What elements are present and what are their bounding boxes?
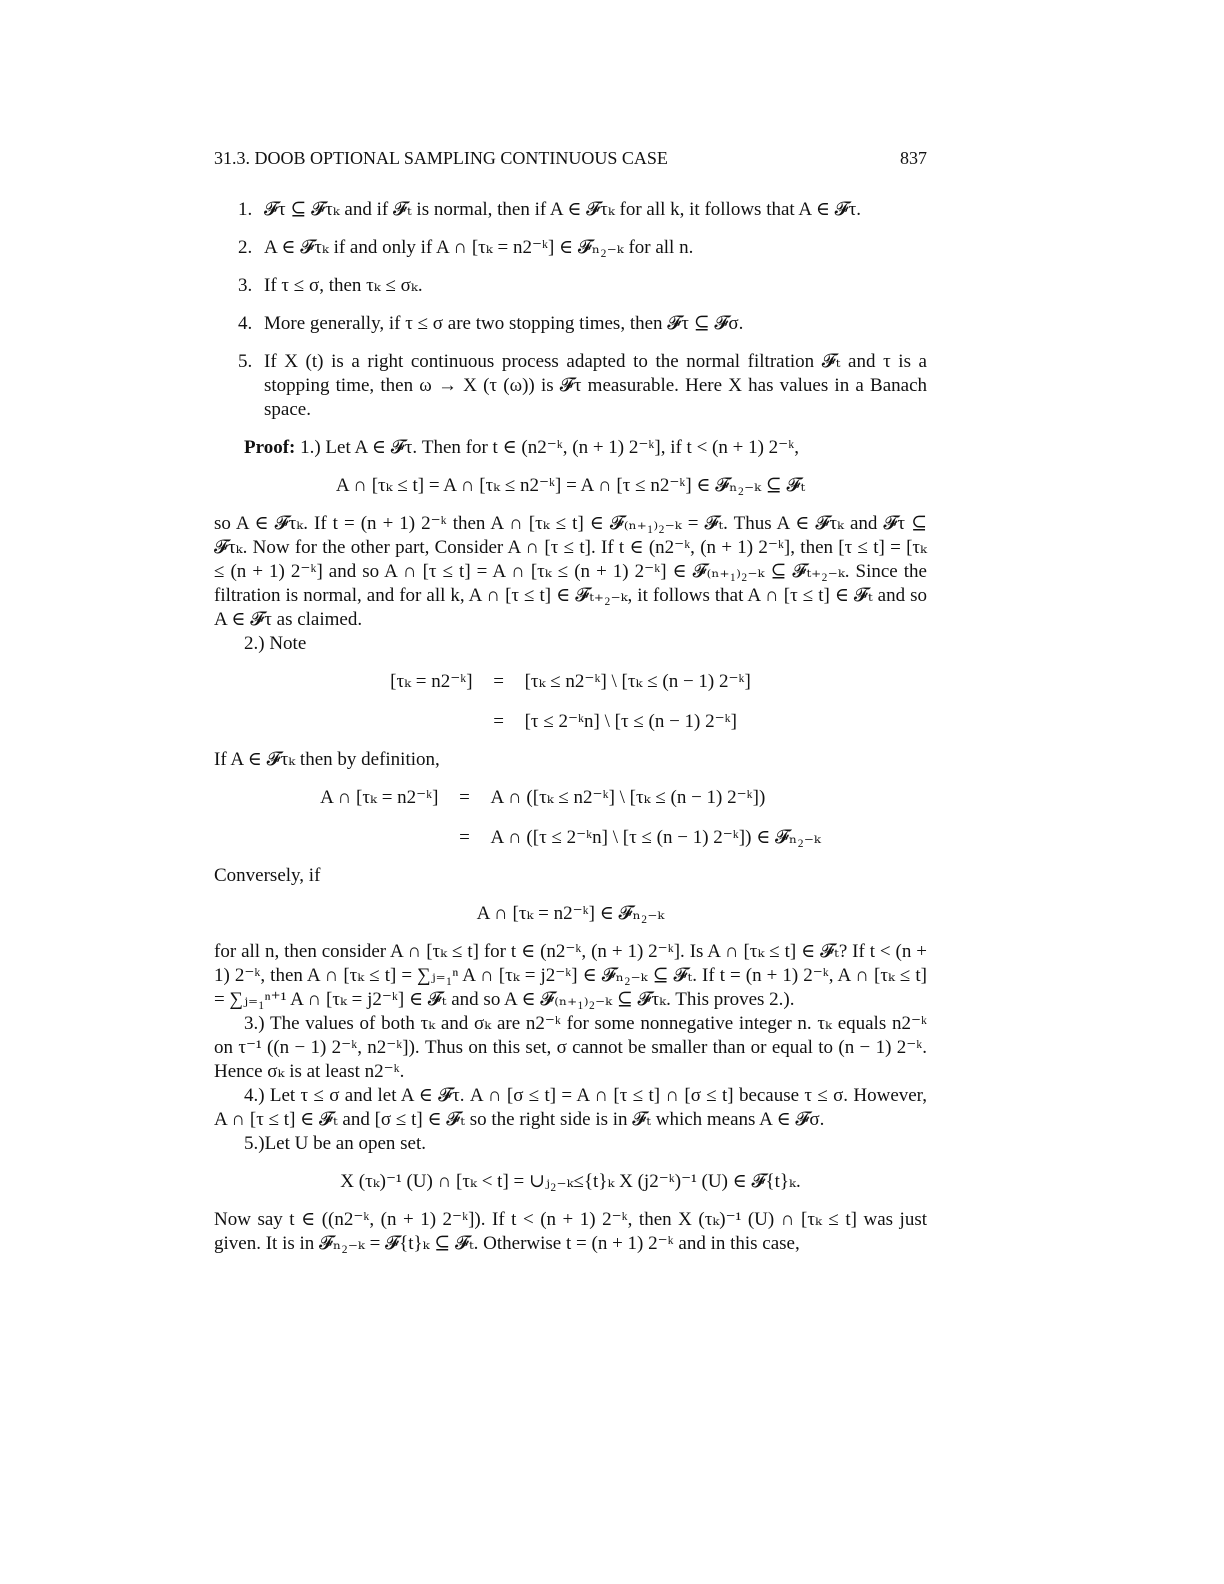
- proof-paragraph-2: so A ∈ 𝓕τₖ. If t = (n + 1) 2⁻ᵏ then A ∩ [τₖ ≤ t] ∈ 𝓕₍ₙ₊₁₎₂₋ₖ = 𝓕ₜ. Thus A ∈ 𝓕τₖ and 𝓕τ ⊆ 𝓕τₖ. Now for the other part, Consider A ∩ [τ ≤ t]. If t ∈ (n2⁻ᵏ, (n + 1) 2⁻ᵏ], then [τ ≤ t] = [τₖ ≤ (n + 1) 2⁻ᵏ] and so A ∩ [τ ≤ t] = A ∩ [τₖ ≤ (n + 1) 2⁻ᵏ] ∈ 𝓕₍ₙ₊₁₎₂₋ₖ ⊆ 𝓕ₜ₊₂₋ₖ. Since the filtration is normal, and for all k, A ∩ [τ ≤ t] ∈ 𝓕ₜ₊₂₋ₖ, it follows that A ∩ [τ ≤ t] ∈ 𝓕ₜ and so A ∈ 𝓕τ as claimed.: [214, 513, 927, 630]
- equation-rhs: [τ ≤ 2⁻ᵏn] \ [τ ≤ (n − 1) 2⁻ᵏ]: [524, 711, 737, 732]
- proof-paragraph-3: 2.) Note: [244, 633, 307, 654]
- item-number: 3.: [238, 275, 253, 296]
- equation-rhs: [τₖ ≤ n2⁻ᵏ] \ [τₖ ≤ (n − 1) 2⁻ᵏ]: [524, 671, 751, 692]
- proof-paragraph-5: Conversely, if: [214, 865, 321, 886]
- list-item: [214, 350, 927, 422]
- page-number: 837: [900, 148, 927, 168]
- item-text: More generally, if τ ≤ σ are two stopping times, then 𝓕τ ⊆ 𝓕σ.: [264, 313, 744, 334]
- page: [214, 146, 927, 1256]
- proof-paragraph-1: [214, 436, 927, 460]
- equation-2: [214, 670, 927, 734]
- item-number: 5.: [238, 351, 253, 372]
- proof-paragraph-8: 4.) Let τ ≤ σ and let A ∈ 𝓕τ. A ∩ [σ ≤ t] = A ∩ [τ ≤ t] ∩ [σ ≤ t] because τ ≤ σ. However, A ∩ [τ ≤ t] ∈ 𝓕ₜ and [σ ≤ t] ∈ 𝓕ₜ so the right side is in 𝓕ₜ which means A ∈ 𝓕σ.: [214, 1085, 927, 1130]
- equals-sign: =: [493, 671, 504, 692]
- proof-paragraph-4: If A ∈ 𝓕τₖ then by definition,: [214, 749, 440, 770]
- equation-lhs: [τₖ = n2⁻ᵏ]: [390, 671, 473, 692]
- list-item: [214, 312, 927, 336]
- running-header: [214, 146, 927, 170]
- equation-1: A ∩ [τₖ ≤ t] = A ∩ [τₖ ≤ n2⁻ᵏ] = A ∩ [τ ≤ n2⁻ᵏ] ∈ 𝓕ₙ₂₋ₖ ⊆ 𝓕ₜ: [335, 475, 806, 496]
- proof-paragraph-7: 3.) The values of both τₖ and σₖ are n2⁻ᵏ for some nonnegative integer n. τₖ equals n2⁻ᵏ on τ⁻¹ ((n − 1) 2⁻ᵏ, n2⁻ᵏ]). Thus on this set, σ cannot be smaller than or equal to (n − 1) 2⁻ᵏ. Hence σₖ is at least n2⁻ᵏ.: [214, 1013, 927, 1082]
- section-title: 31.3. DOOB OPTIONAL SAMPLING CONTINUOUS CASE: [214, 148, 668, 168]
- equation-5: X (τₖ)⁻¹ (U) ∩ [τₖ < t] = ∪ⱼ₂₋ₖ≤{t}ₖ X (j2⁻ᵏ)⁻¹ (U) ∈ 𝓕{t}ₖ.: [340, 1171, 801, 1192]
- equals-sign: =: [459, 827, 470, 848]
- proof-paragraph-6: for all n, then consider A ∩ [τₖ ≤ t] for t ∈ (n2⁻ᵏ, (n + 1) 2⁻ᵏ]. Is A ∩ [τₖ ≤ t] ∈ 𝓕ₜ? If t < (n + 1) 2⁻ᵏ, then A ∩ [τₖ ≤ t] = ∑ⱼ₌₁ⁿ A ∩ [τₖ = j2⁻ᵏ] ∈ 𝓕ₙ₂₋ₖ ⊆ 𝓕ₜ. If t = (n + 1) 2⁻ᵏ, A ∩ [τₖ ≤ t] = ∑ⱼ₌₁ⁿ⁺¹ A ∩ [τₖ = j2⁻ᵏ] ∈ 𝓕ₜ and so A ∈ 𝓕₍ₙ₊₁₎₂₋ₖ ⊆ 𝓕τₖ. This proves 2.).: [214, 941, 927, 1010]
- equation-rhs: A ∩ ([τₖ ≤ n2⁻ᵏ] \ [τₖ ≤ (n − 1) 2⁻ᵏ]): [490, 787, 766, 808]
- proof-paragraph-10: Now say t ∈ ((n2⁻ᵏ, (n + 1) 2⁻ᵏ]). If t < (n + 1) 2⁻ᵏ, then X (τₖ)⁻¹ (U) ∩ [τₖ ≤ t] was just given. It is in 𝓕ₙ₂₋ₖ = 𝓕{t}ₖ ⊆ 𝓕ₜ. Otherwise t = (n + 1) 2⁻ᵏ and in this case,: [214, 1209, 927, 1254]
- equation-3: [214, 786, 927, 850]
- item-number: 2.: [238, 237, 253, 258]
- equals-sign: =: [493, 711, 504, 732]
- list-item: [214, 236, 927, 260]
- proof-label: Proof:: [244, 437, 296, 458]
- proof-text: 1.) Let A ∈ 𝓕τ. Then for t ∈ (n2⁻ᵏ, (n + 1) 2⁻ᵏ], if t < (n + 1) 2⁻ᵏ,: [300, 437, 799, 458]
- item-text: If X (t) is a right continuous process adapted to the normal filtration 𝓕ₜ and τ is a stopping time, then ω → X (τ (ω)) is 𝓕τ measurable. Here X has values in a Banach space.: [264, 351, 927, 420]
- item-number: 1.: [238, 199, 253, 220]
- list-item: [214, 274, 927, 298]
- item-number: 4.: [238, 313, 253, 334]
- property-list: [214, 198, 927, 422]
- item-text: If τ ≤ σ, then τₖ ≤ σₖ.: [264, 275, 423, 296]
- proof-paragraph-9: 5.)Let U be an open set.: [244, 1133, 427, 1154]
- item-text: 𝓕τ ⊆ 𝓕τₖ and if 𝓕ₜ is normal, then if A ∈ 𝓕τₖ for all k, it follows that A ∈ 𝓕τ.: [264, 199, 862, 220]
- equation-4: A ∩ [τₖ = n2⁻ᵏ] ∈ 𝓕ₙ₂₋ₖ: [476, 903, 665, 924]
- list-item: [214, 198, 927, 222]
- equation-lhs: A ∩ [τₖ = n2⁻ᵏ]: [320, 787, 439, 808]
- equals-sign: =: [459, 787, 470, 808]
- equation-rhs: A ∩ ([τ ≤ 2⁻ᵏn] \ [τ ≤ (n − 1) 2⁻ᵏ]) ∈ 𝓕ₙ₂₋ₖ: [490, 827, 821, 848]
- item-text: A ∈ 𝓕τₖ if and only if A ∩ [τₖ = n2⁻ᵏ] ∈ 𝓕ₙ₂₋ₖ for all n.: [264, 237, 694, 258]
